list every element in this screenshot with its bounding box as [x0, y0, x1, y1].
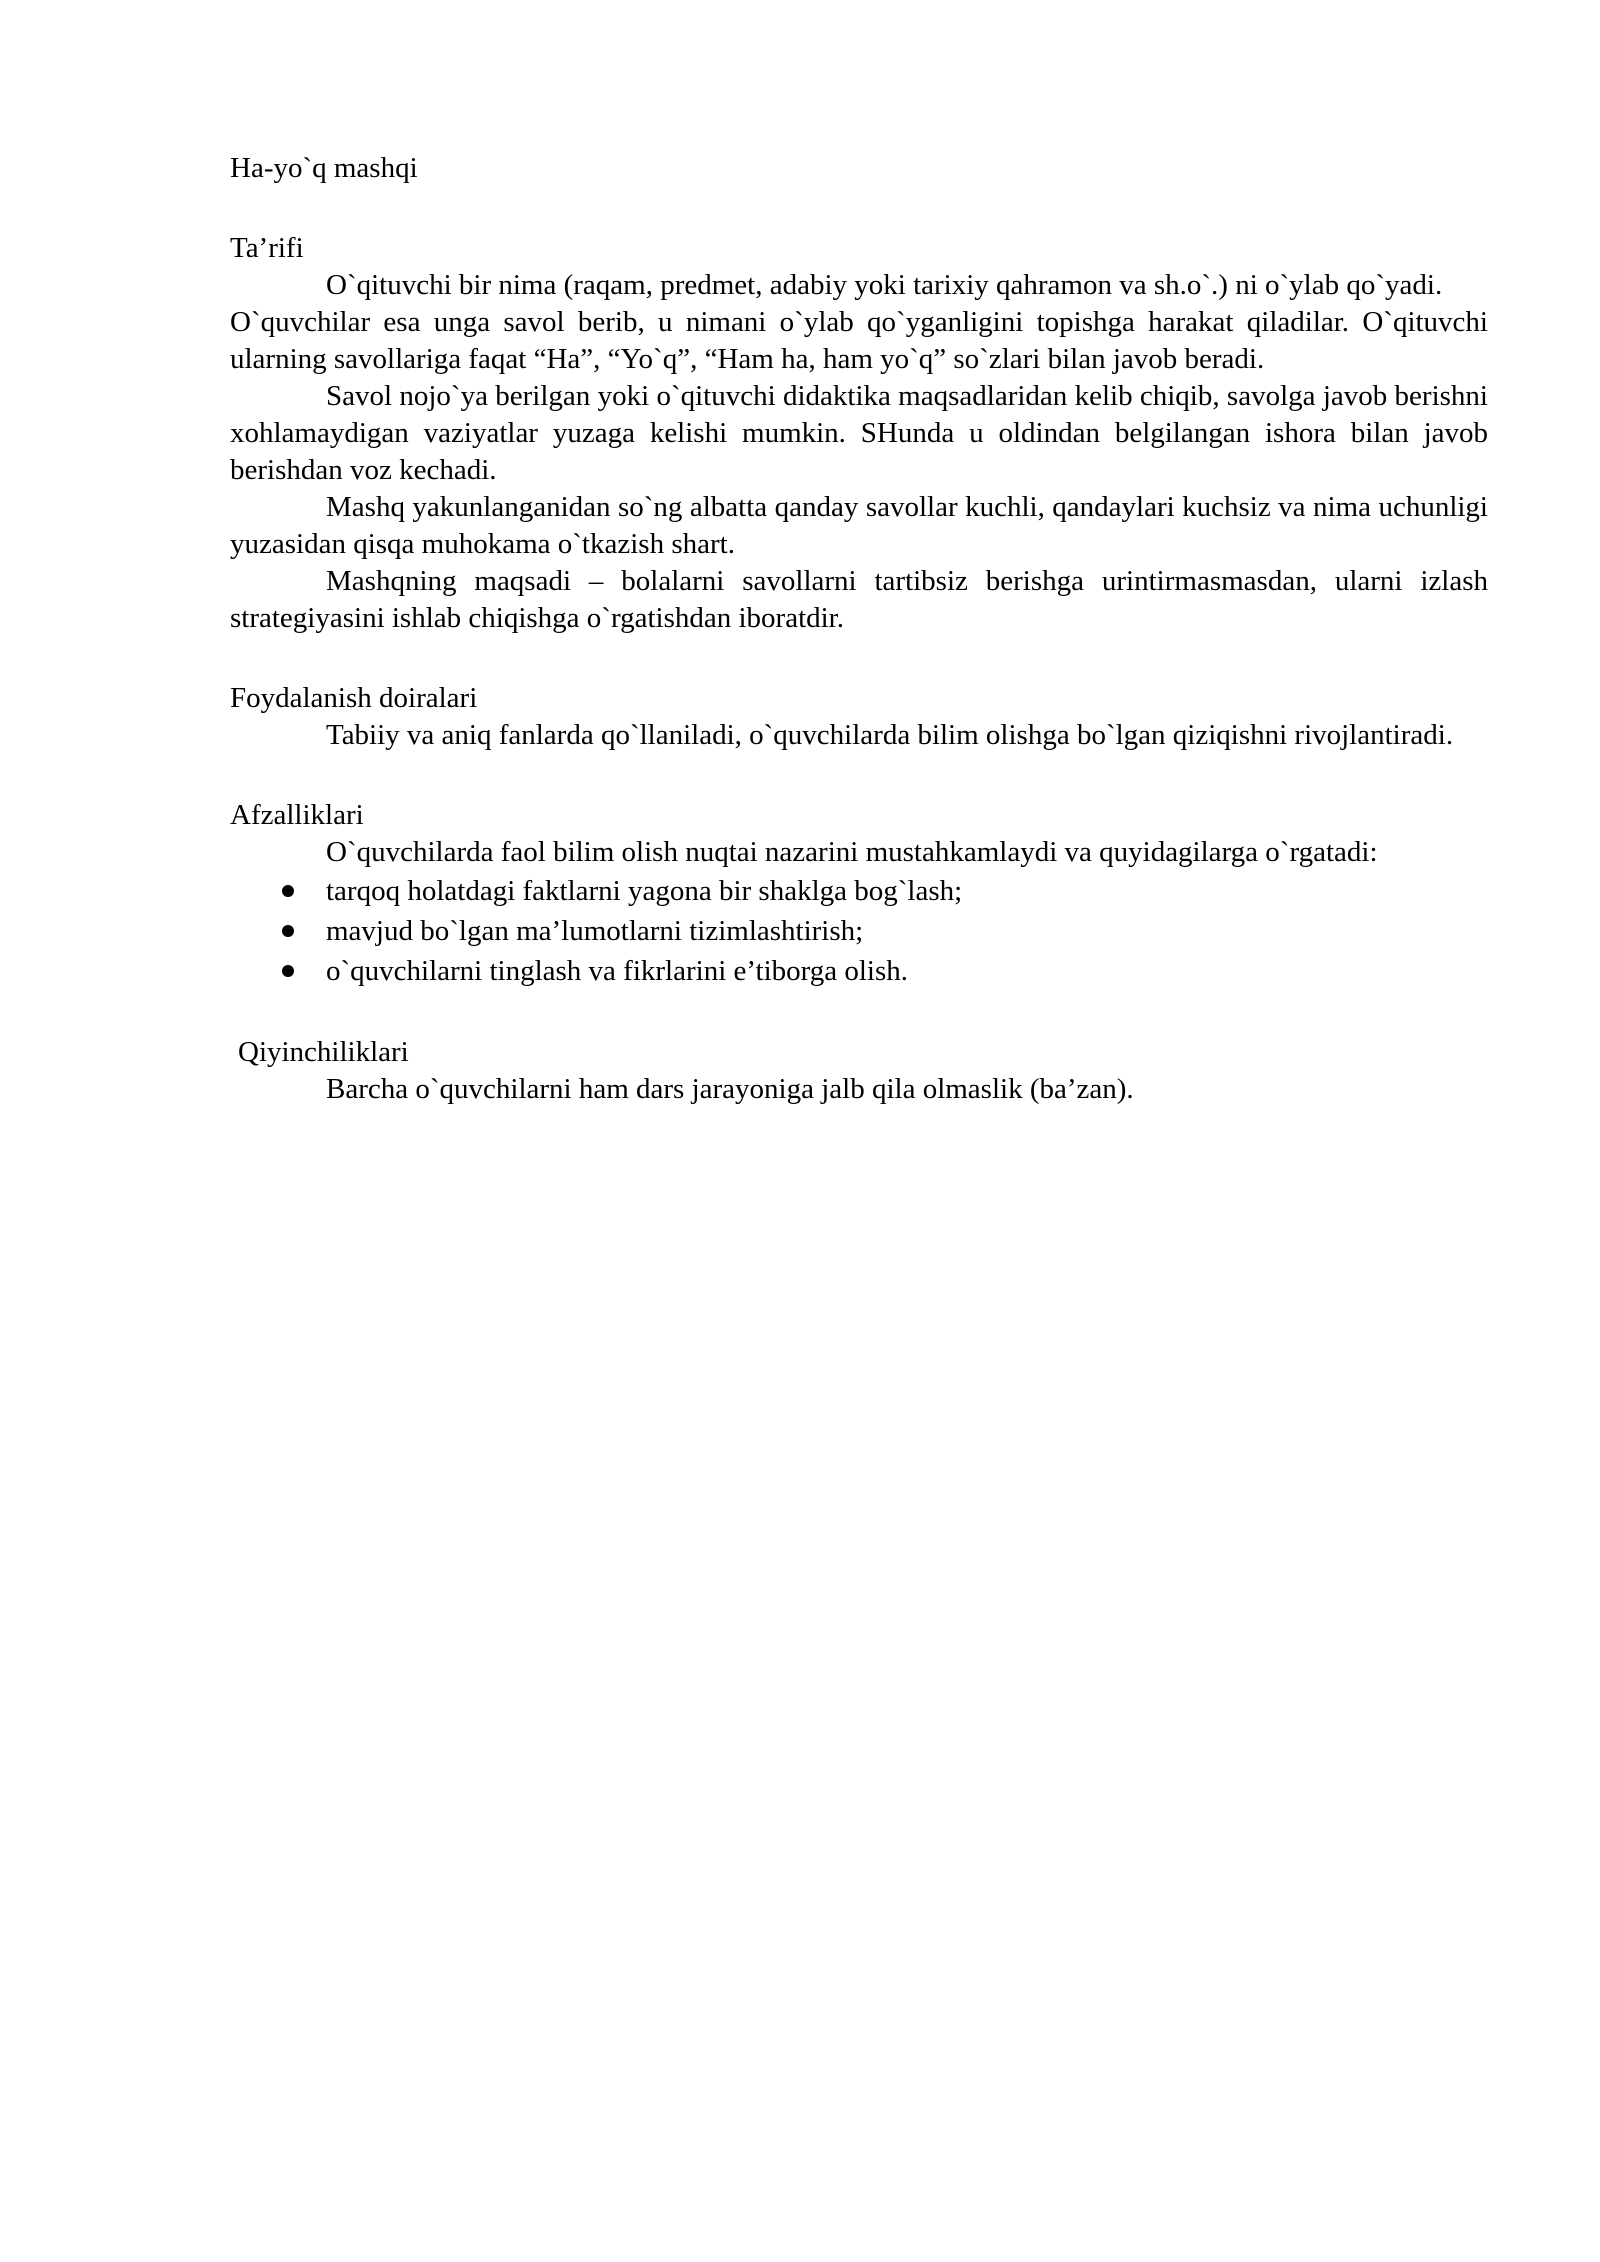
- spacer: [230, 637, 1488, 680]
- paragraph: Mashq yakunlanganidan so`ng albatta qanday savollar kuchli, qandaylari kuchsiz va nima uchunligi yuzasidan qisqa muhokama o`tkazish shart.: [230, 491, 1488, 560]
- list-item-text: o`quvchilarni tinglash va fikrlarini e’tiborga olish.: [326, 955, 909, 987]
- spacer: [230, 187, 1488, 230]
- document-page: [230, 150, 1488, 1108]
- paragraph: Barcha o`quvchilarni ham dars jarayoniga jalb qila olmaslik (ba’zan).: [326, 1073, 1134, 1105]
- bullet-icon: [282, 925, 294, 937]
- paragraph: O`quvchilarda faol bilim olish nuqtai nazarini mustahkamlaydi va quyidagilarga o`rgatadi:: [326, 836, 1378, 868]
- section-heading-qiyinchiliklari: Qiyinchiliklari: [238, 1036, 409, 1068]
- section-heading-tarifi: Ta’rifi: [230, 232, 304, 264]
- spacer: [230, 991, 1488, 1034]
- list-item-text: mavjud bo`lgan ma’lumotlarni tizimlashtirish;: [326, 915, 864, 947]
- section-heading-afzalliklari: Afzalliklari: [230, 799, 364, 831]
- bullet-icon: [282, 965, 294, 977]
- bullet-list: [230, 871, 1488, 991]
- list-item-text: tarqoq holatdagi faktlarni yagona bir shaklga bog`lash;: [326, 875, 963, 907]
- spacer: [230, 754, 1488, 797]
- paragraph: O`qituvchi bir nima (raqam, predmet, adabiy yoki tarixiy qahramon va sh.o`.) ni o`ylab qo`yadi.: [326, 269, 1443, 301]
- list-item: [230, 951, 1488, 991]
- section-heading-foydalanish: Foydalanish doiralari: [230, 682, 478, 714]
- paragraph: Mashqning maqsadi – bolalarni savollarni tartibsiz berishga urintirmasmasdan, ularni izlash strategiyasini ishlab chiqishga o`rgatishdan iboratdir.: [230, 565, 1488, 634]
- list-item: [230, 911, 1488, 951]
- paragraph: Savol nojo`ya berilgan yoki o`qituvchi didaktika maqsadlaridan kelib chiqib, savolga javob berishni xohlamaydigan vaziyatlar yuzaga kelishi mumkin. SHunda u oldindan belgilangan ishora bilan javob berishdan voz kechadi.: [230, 380, 1488, 486]
- bullet-icon: [282, 885, 294, 897]
- list-item: [230, 871, 1488, 911]
- paragraph: O`quvchilar esa unga savol berib, u nimani o`ylab qo`yganligini topishga harakat qiladilar. O`qituvchi ularning savollariga faqat “Ha”, “Yo`q”, “Ham ha, ham yo`q” so`zlari bilan javob beradi.: [230, 306, 1488, 375]
- document-title: Ha-yo`q mashqi: [230, 152, 418, 184]
- paragraph: Tabiiy va aniq fanlarda qo`llaniladi, o`quvchilarda bilim olishga bo`lgan qiziqishni rivojlantiradi.: [326, 719, 1454, 751]
